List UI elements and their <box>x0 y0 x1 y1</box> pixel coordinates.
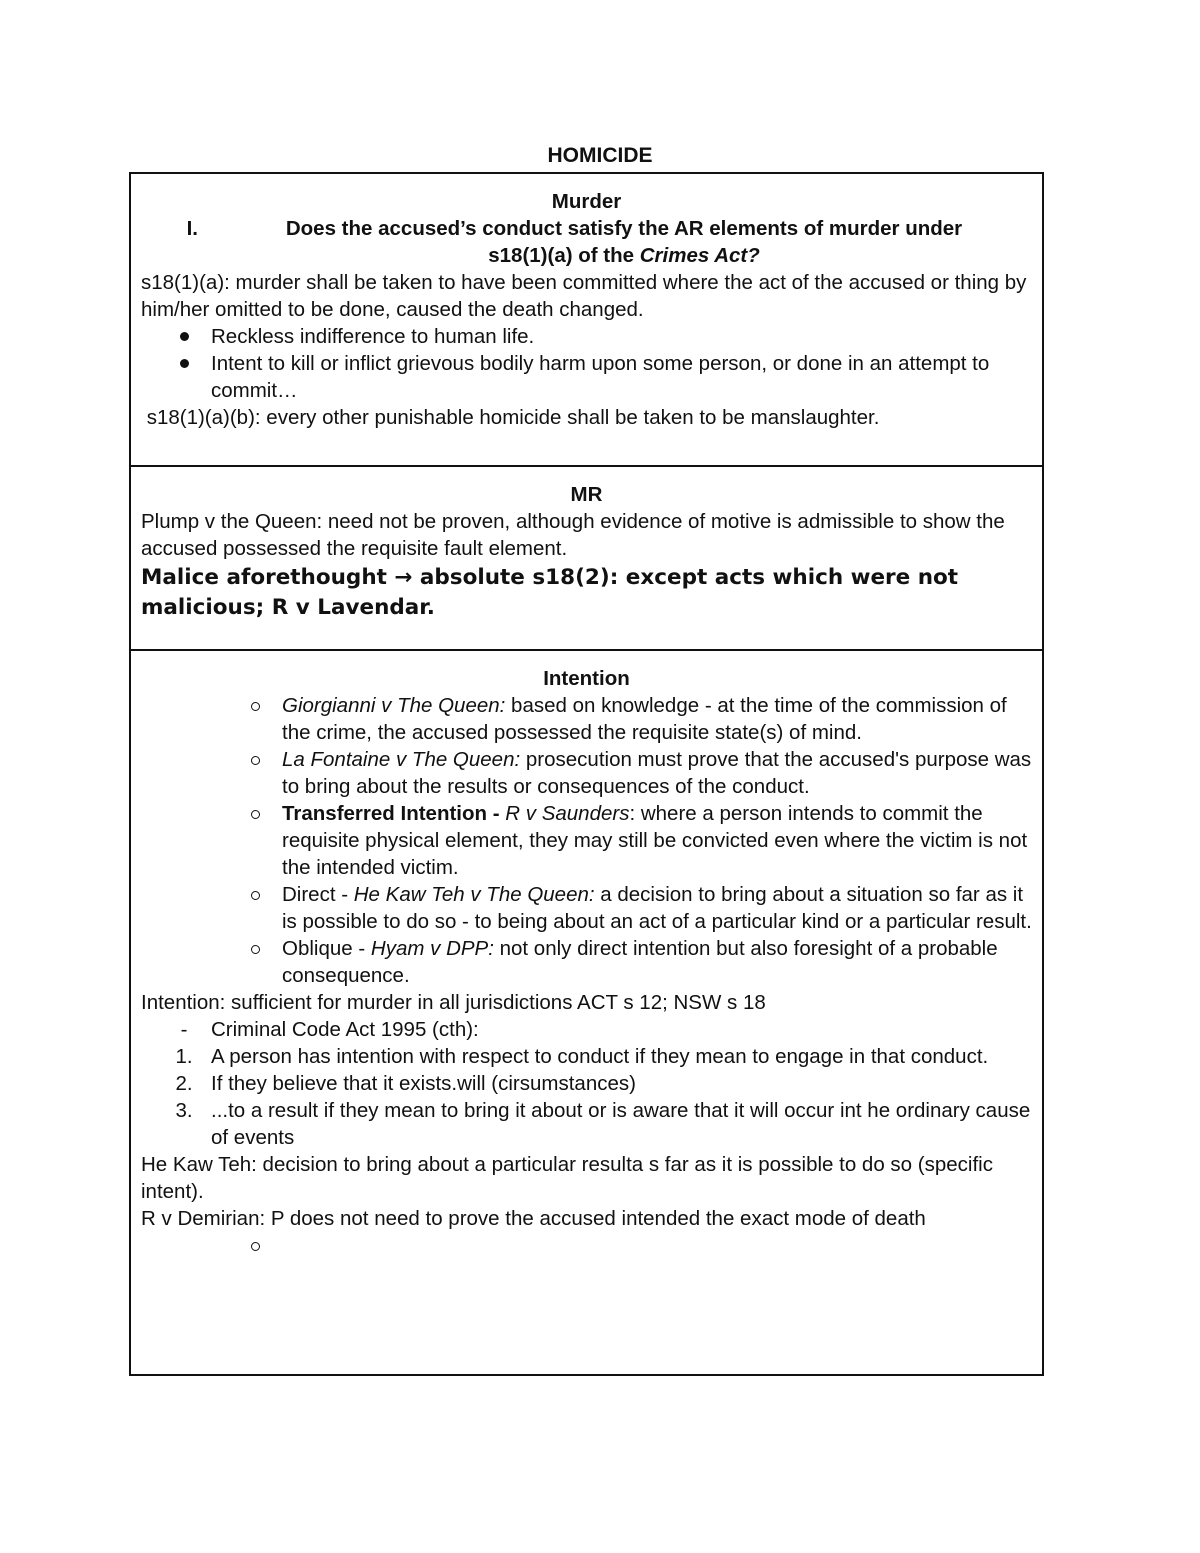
list-number: 1. <box>175 1045 193 1068</box>
dash-marker: - <box>180 1018 188 1041</box>
plump-text: Plump v the Queen: need not be proven, although evidence of motive is admissible to show the accused possessed the requisite fault element. <box>141 510 1005 560</box>
malice-aforethought-text: Malice aforethought → absolute s18(2): except acts which were not malicious; R v Lavendar. <box>141 565 959 620</box>
intention-sufficient-text: Intention: sufficient for murder in all jurisdictions ACT s 12; NSW s 18 <box>141 991 766 1014</box>
bullet-icon <box>174 350 194 377</box>
circle-bullet-icon <box>245 1232 265 1259</box>
question-line-2-prefix: s18(1)(a) of the <box>488 244 640 267</box>
murder-bullet-list <box>141 323 1032 404</box>
empty-list <box>141 1232 1032 1259</box>
list-item: 3. ...to a result if they mean to bring it about or is aware that it will occur int he ordinary cause of events <box>175 1099 1031 1149</box>
question-text <box>236 215 1032 269</box>
s18-definition: s18(1)(a): murder shall be taken to have been committed where the act of the accused or thing by him/her omitted to be done, caused the death changed. <box>141 271 1027 321</box>
list-item: La Fontaine v The Queen: prosecution must prove that the accused's purpose was to bring about the results or consequences of the conduct. <box>141 746 1032 800</box>
circle-bullet-icon <box>245 935 265 962</box>
murder-question <box>141 215 1032 269</box>
intention-heading: Intention <box>543 667 630 690</box>
circle-bullet-icon <box>245 881 265 908</box>
bullet-icon <box>174 323 194 350</box>
mr-heading: MR <box>570 483 603 506</box>
demirian-text: R v Demirian: P does not need to prove the accused intended the exact mode of death <box>141 1207 926 1230</box>
list-item: - Criminal Code Act 1995 (cth): <box>141 1016 1032 1043</box>
question-number: I. <box>186 217 198 240</box>
question-line-1: Does the accused’s conduct satisfy the AR elements of murder under <box>285 217 963 240</box>
criminal-code-list <box>141 1016 1032 1151</box>
murder-box <box>129 172 1044 467</box>
intention-case-list <box>141 692 1032 989</box>
list-item <box>141 1232 1032 1259</box>
list-number: 2. <box>175 1072 193 1095</box>
list-item: Reckless indifference to human life. <box>141 323 1032 350</box>
list-item: Direct - He Kaw Teh v The Queen: a decision to bring about a situation so far as it is possible to do so - to being about an act of a particular kind or a particular result. <box>141 881 1032 935</box>
page-title: HOMICIDE <box>547 144 653 167</box>
murder-heading: Murder <box>551 190 622 213</box>
circle-bullet-icon <box>245 692 265 719</box>
list-item: Giorgianni v The Queen: based on knowledge - at the time of the commission of the crime, the accused possessed the requisite state(s) of mind. <box>141 692 1032 746</box>
circle-bullet-icon <box>245 800 265 827</box>
list-item: 2. If they believe that it exists.will (cirsumstances) <box>175 1072 636 1095</box>
list-number: 3. <box>175 1099 193 1122</box>
intention-box <box>129 649 1044 1376</box>
circle-bullet-icon <box>245 746 265 773</box>
list-item: Oblique - Hyam v DPP: not only direct intention but also foresight of a probable consequence. <box>141 935 1032 989</box>
mr-box <box>129 465 1044 652</box>
list-item: Intent to kill or inflict grievous bodily harm upon some person, or done in an attempt to commit… <box>141 350 1032 404</box>
list-item: 1. A person has intention with respect to conduct if they mean to engage in that conduct. <box>175 1045 989 1068</box>
crimes-act-italic: Crimes Act? <box>639 244 760 267</box>
he-kaw-teh-text: He Kaw Teh: decision to bring about a particular resulta s far as it is possible to do so (specific intent). <box>141 1153 993 1203</box>
list-item: Transferred Intention - R v Saunders: where a person intends to commit the requisite physical element, they may still be convicted even where the victim is not the intended victim. <box>141 800 1032 881</box>
manslaughter-text: s18(1)(a)(b): every other punishable homicide shall be taken to be manslaughter. <box>141 406 880 429</box>
